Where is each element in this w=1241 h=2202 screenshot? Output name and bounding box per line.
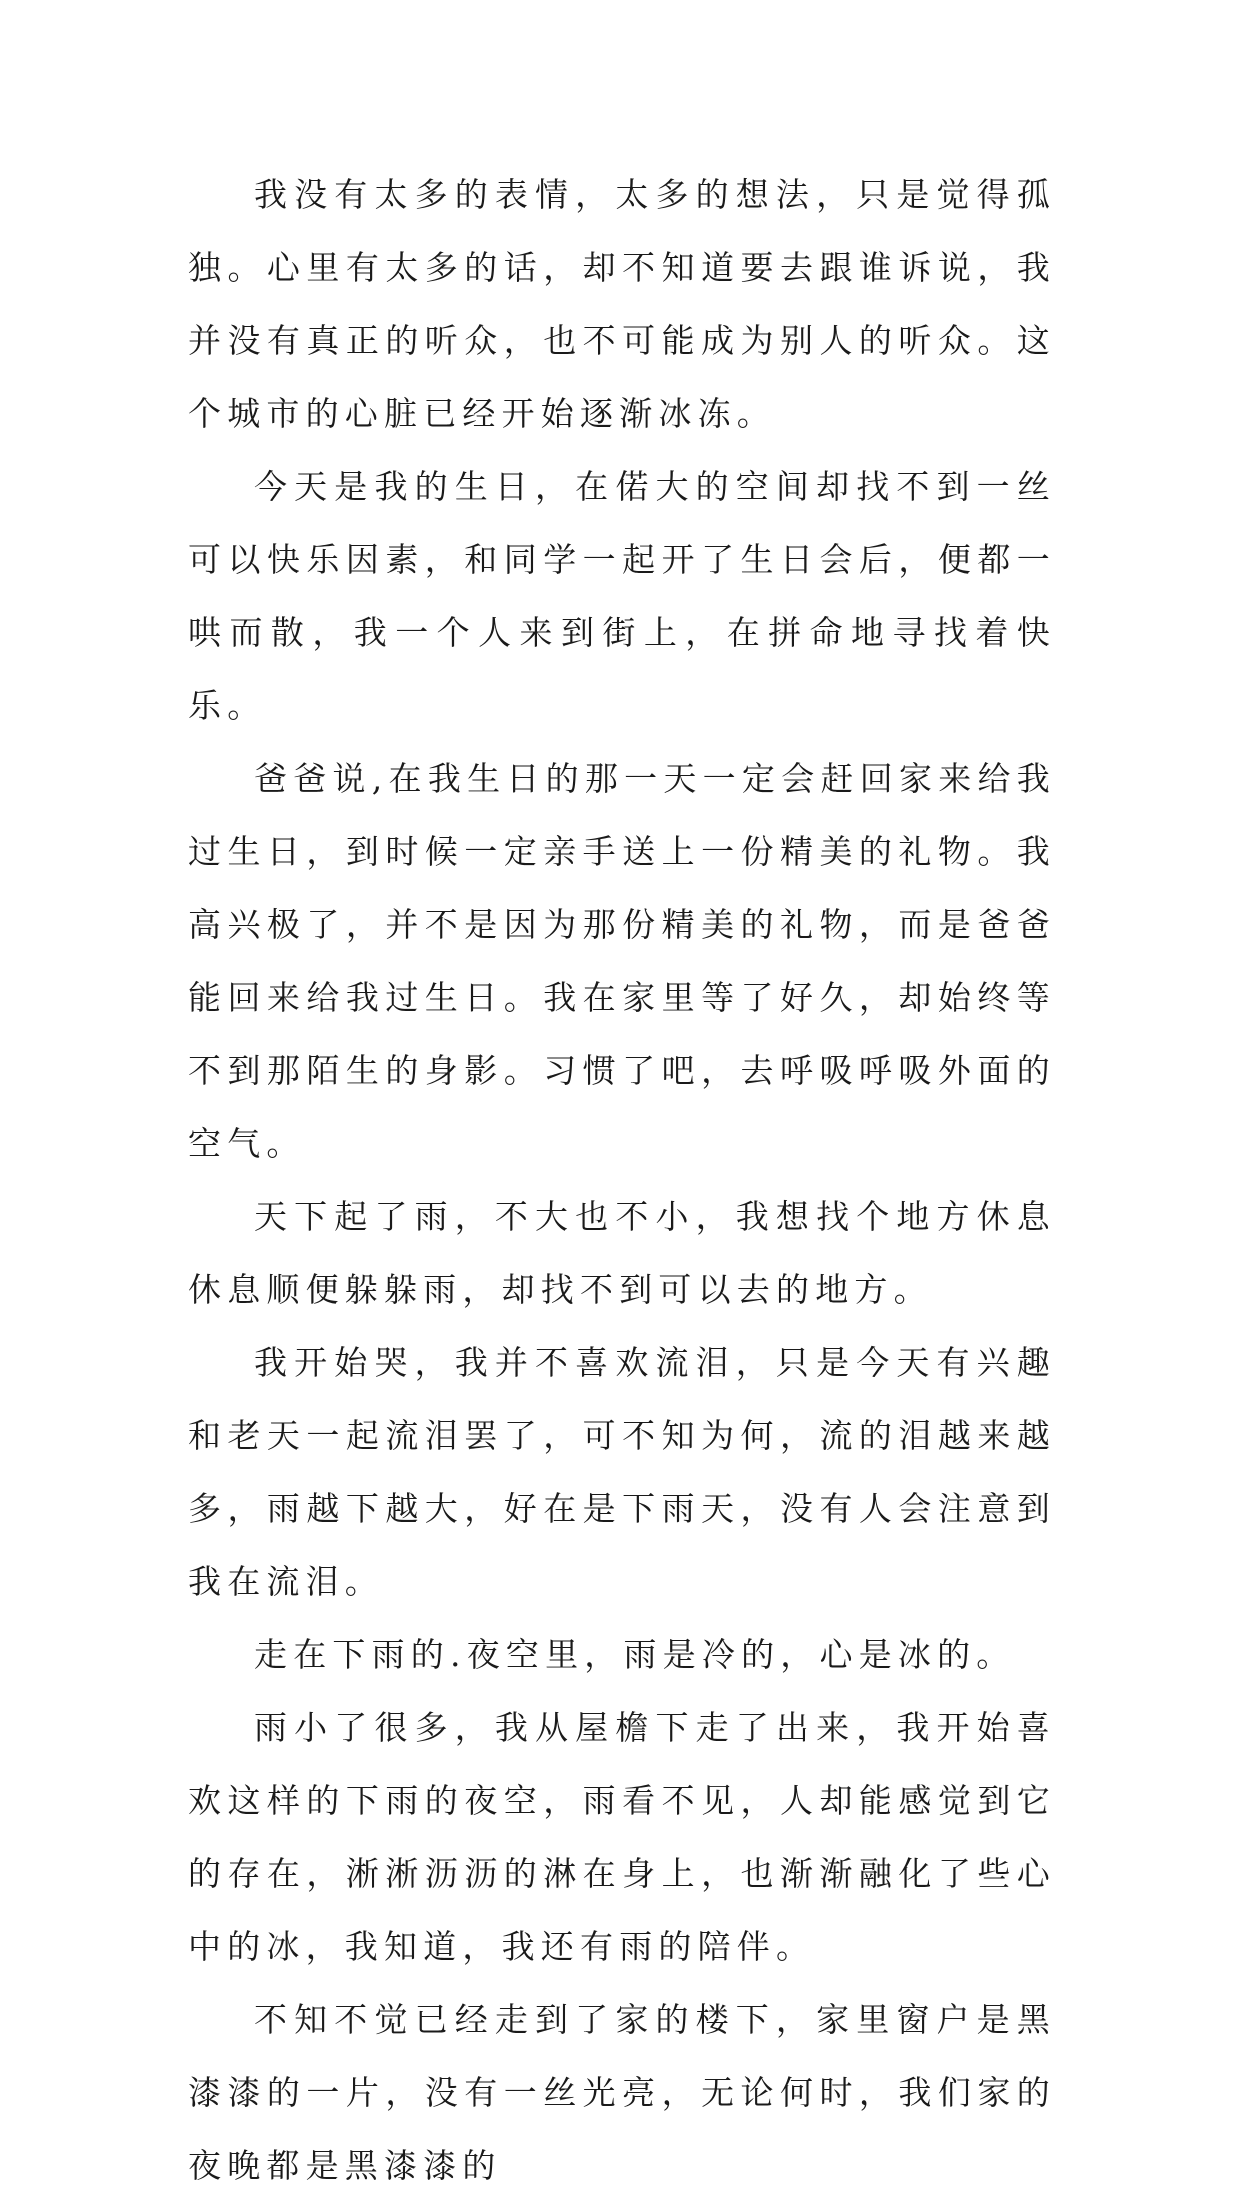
paragraph-8: 不知不觉已经走到了家的楼下，家里窗户是黑漆漆的一片，没有一丝光亮，无论何时，我们家的夜晚都是黑漆漆的 — [188, 2000, 1056, 2185]
document-body — [188, 158, 1056, 2202]
paragraph-3: 爸爸说,在我生日的那一天一定会赶回家来给我过生日，到时候一定亲手送上一份精美的礼物。我高兴极了，并不是因为那份精美的礼物，而是爸爸能回来给我过生日。我在家里等了好久，却始终等不到那陌生的身影。习惯了吧，去呼吸呼吸外面的空气。 — [188, 759, 1056, 1163]
paragraph-4: 天下起了雨，不大也不小，我想找个地方休息休息顺便躲躲雨，却找不到可以去的地方。 — [188, 1197, 1056, 1309]
paragraph-5: 我开始哭，我并不喜欢流泪，只是今天有兴趣和老天一起流泪罢了，可不知为何，流的泪越来越多，雨越下越大，好在是下雨天，没有人会注意到我在流泪。 — [188, 1343, 1056, 1601]
paragraph-2: 今天是我的生日，在偌大的空间却找不到一丝可以快乐因素，和同学一起开了生日会后，便都一哄而散，我一个人来到街上，在拼命地寻找着快乐。 — [188, 467, 1056, 725]
paragraph-6: 走在下雨的.夜空里，雨是冷的，心是冰的。 — [254, 1635, 1016, 1674]
paragraph-1: 我没有太多的表情，太多的想法，只是觉得孤独。心里有太多的话，却不知道要去跟谁诉说，我并没有真正的听众，也不可能成为别人的听众。这个城市的心脏已经开始逐渐冰冻。 — [188, 175, 1056, 433]
paragraph-7: 雨小了很多，我从屋檐下走了出来，我开始喜欢这样的下雨的夜空，雨看不见，人却能感觉到它的存在，淅淅沥沥的淋在身上，也渐渐融化了些心中的冰，我知道，我还有雨的陪伴。 — [188, 1708, 1056, 1966]
